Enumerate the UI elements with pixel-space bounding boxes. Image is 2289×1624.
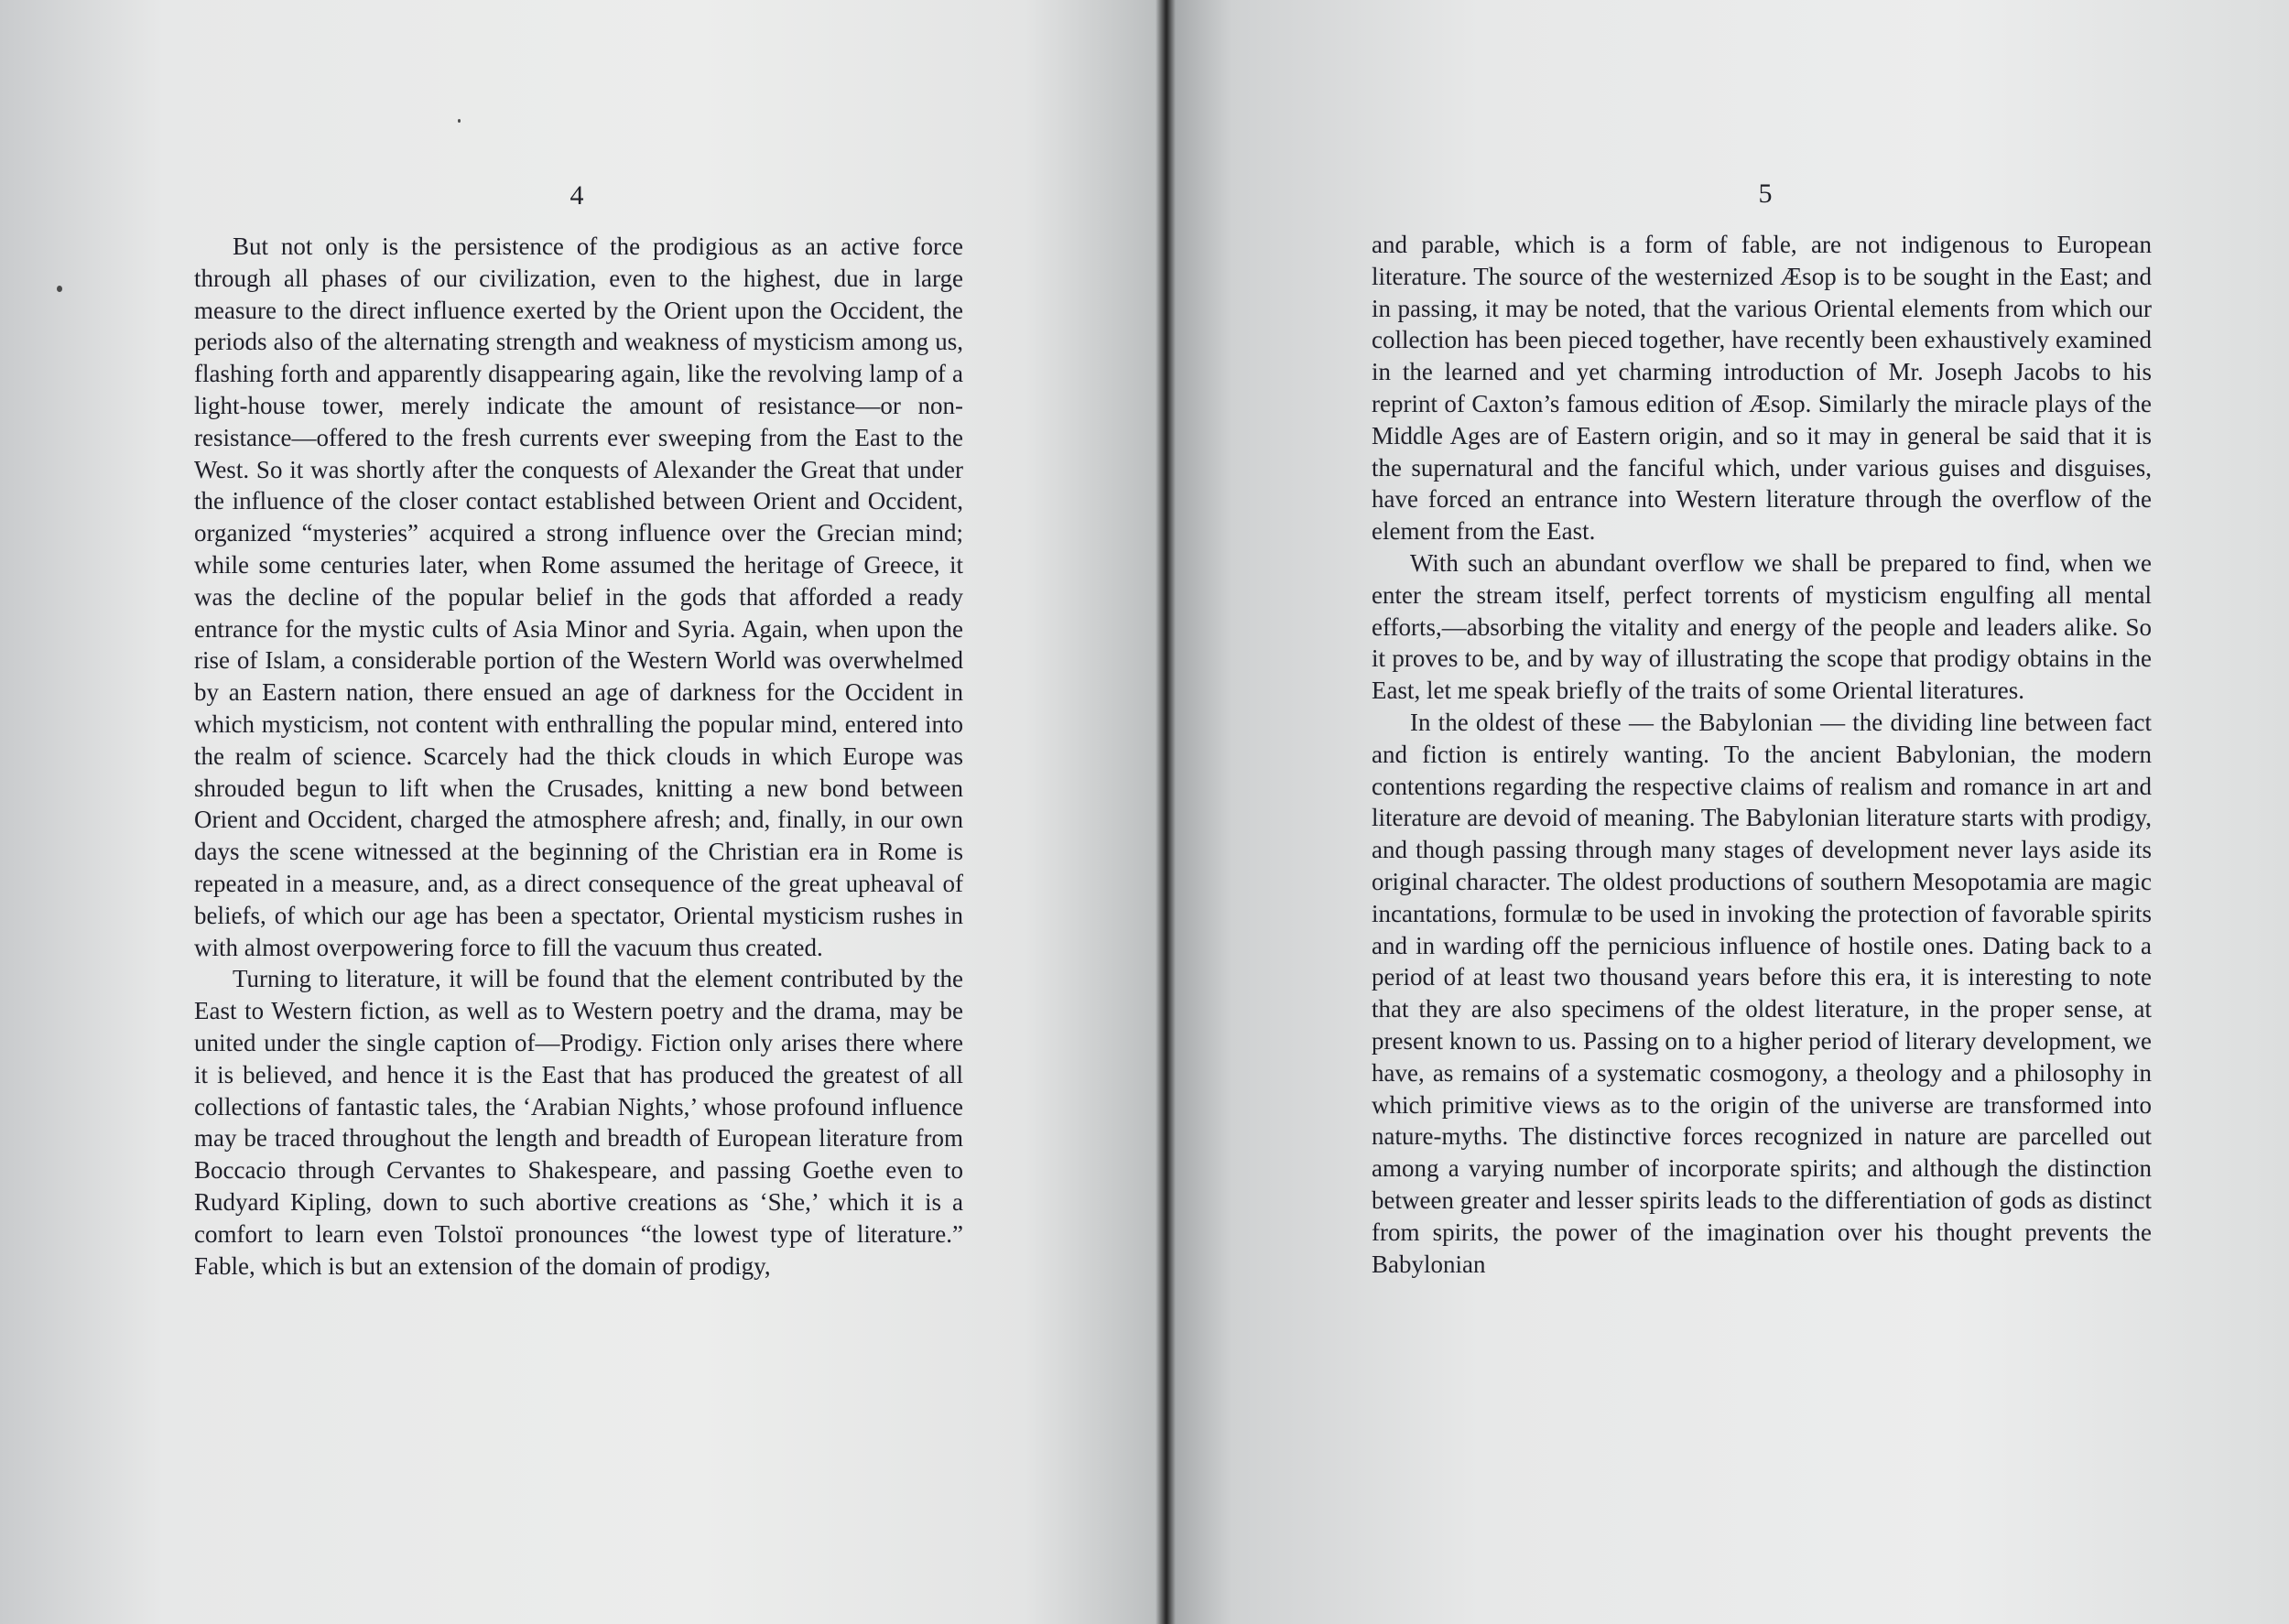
paragraph: But not only is the persistence of the prodigious as an active force through all phases of our civilization, even to the highest, due in large measure to the direct influence exerted by the Orient upon the Occident, the periods also of the alternating strength and weakness of mysticism among us, flashing forth and apparently disappearing again, like the revolving lamp of a light-house tower, merely indicate the amount of resistance—or non-resistance—offered to the fresh currents ever sweeping from the East to the West. So it was shortly after the conquests of Alexander the Great that under the influence of the closer contact established between Orient and Occident, organized “mysteries” acquired a strong influence over the Grecian mind; while some centuries later, when Rome assumed the heritage of Greece, it was the decline of the popular belief in the gods that afforded a ready entrance for the mystic cults of Asia Minor and Syria. Again, when upon the rise of Islam, a considerable portion of the Western World was overwhelmed by an Eastern nation, there ensued an age of darkness for the Occident in which mysticism, not content with enthralling the popular mind, entered into the realm of science. Scarcely had the thick clouds in which Europe was shrouded begun to lift when the Crusades, knitting a new bond between Orient and Occident, charged the atmosphere afresh; and, finally, in our own days the scene witnessed at the beginning of the Christian era in Rome is repeated in a measure, and, as a direct consequence of the great upheaval of beliefs, of which our age has been a spectator, Oriental mysticism rushes in with almost overpowering force to fill the vacuum thus created. xyxy=(194,233,963,961)
paragraph: and parable, which is a form of fable, are not indigenous to European literature. The source of the westernized Æsop is to be sought in the East; and in passing, it may be noted, that the various Oriental elements from which our collection has been pieced together, have recently been exhaustively examined in the learned and yet charming introduction of Mr. Joseph Jacobs to his reprint of Caxton’s famous edition of Æsop. Similarly the miracle plays of the Middle Ages are of Eastern origin, and so it may in general be said that it is the supernatural and the fanciful which, under various guises and disguises, have forced an entrance into Western literature through the overflow of the element from the East. xyxy=(1372,231,2152,546)
right-page xyxy=(1165,0,2289,1624)
paper-speck xyxy=(57,286,62,292)
left-page-text xyxy=(194,231,963,1282)
page-number-right: 5 xyxy=(1758,179,1773,209)
paper-speck xyxy=(458,119,461,123)
right-page-text xyxy=(1372,229,2152,1280)
paragraph: In the oldest of these — the Babylonian — the dividing line between fact and fiction is entirely wanting. To the ancient Babylonian, the modern contentions regarding the respective claims of realism and romance in art and literature are devoid of meaning. The Babylonian literature starts with prodigy, and though passing through many stages of development never lays aside its original character. The oldest productions of southern Mesopotamia are magic incantations, formulæ to be used in invoking the protection of favorable spirits and in warding off the pernicious influence of hostile ones. Dating back to a period of at least two thousand years before this era, it is interesting to note that they are also specimens of the oldest literature, in the proper sense, at present known to us. Passing on to a higher period of literary development, we have, as remains of a systematic cosmogony, a theology and a philosophy in which primitive views as to the origin of the universe are transformed into nature-myths. The distinctive forces recognized in nature are parcelled out among a varying number of incorporate spirits; and although the distinction between greater and lesser spirits leads to the differentiation of gods as distinct from spirits, the power of the imagination over his thought prevents the Babylonian xyxy=(1372,708,2152,1278)
page-number-left: 4 xyxy=(570,180,584,211)
book-spine-gutter xyxy=(1155,0,1176,1624)
paragraph: Turning to literature, it will be found that the element contributed by the East to Western fiction, as well as to Western poetry and the drama, may be united under the single caption of—Prodigy. Fiction only arises there where it is believed, and hence it is the East that has produced the greatest of all collections of fantastic tales, the ‘Arabian Nights,’ whose profound influence may be traced throughout the length and breadth of European literature from Boccacio through Cervantes to Shakespeare, and passing Goethe even to Rudyard Kipling, down to such abortive creations as ‘She,’ which it is a comfort to learn even Tolstoï pronounces “the lowest type of literature.” Fable, which is but an extension of the domain of prodigy, xyxy=(194,965,963,1280)
paragraph: With such an abundant overflow we shall be prepared to find, when we enter the stream itself, perfect torrents of mysticism engulfing all mental efforts,—absorbing the vitality and energy of the people and leaders alike. So it proves to be, and by way of illustrating the scope that prodigy obtains in the East, let me speak briefly of the traits of some Oriental literatures. xyxy=(1372,548,2152,705)
